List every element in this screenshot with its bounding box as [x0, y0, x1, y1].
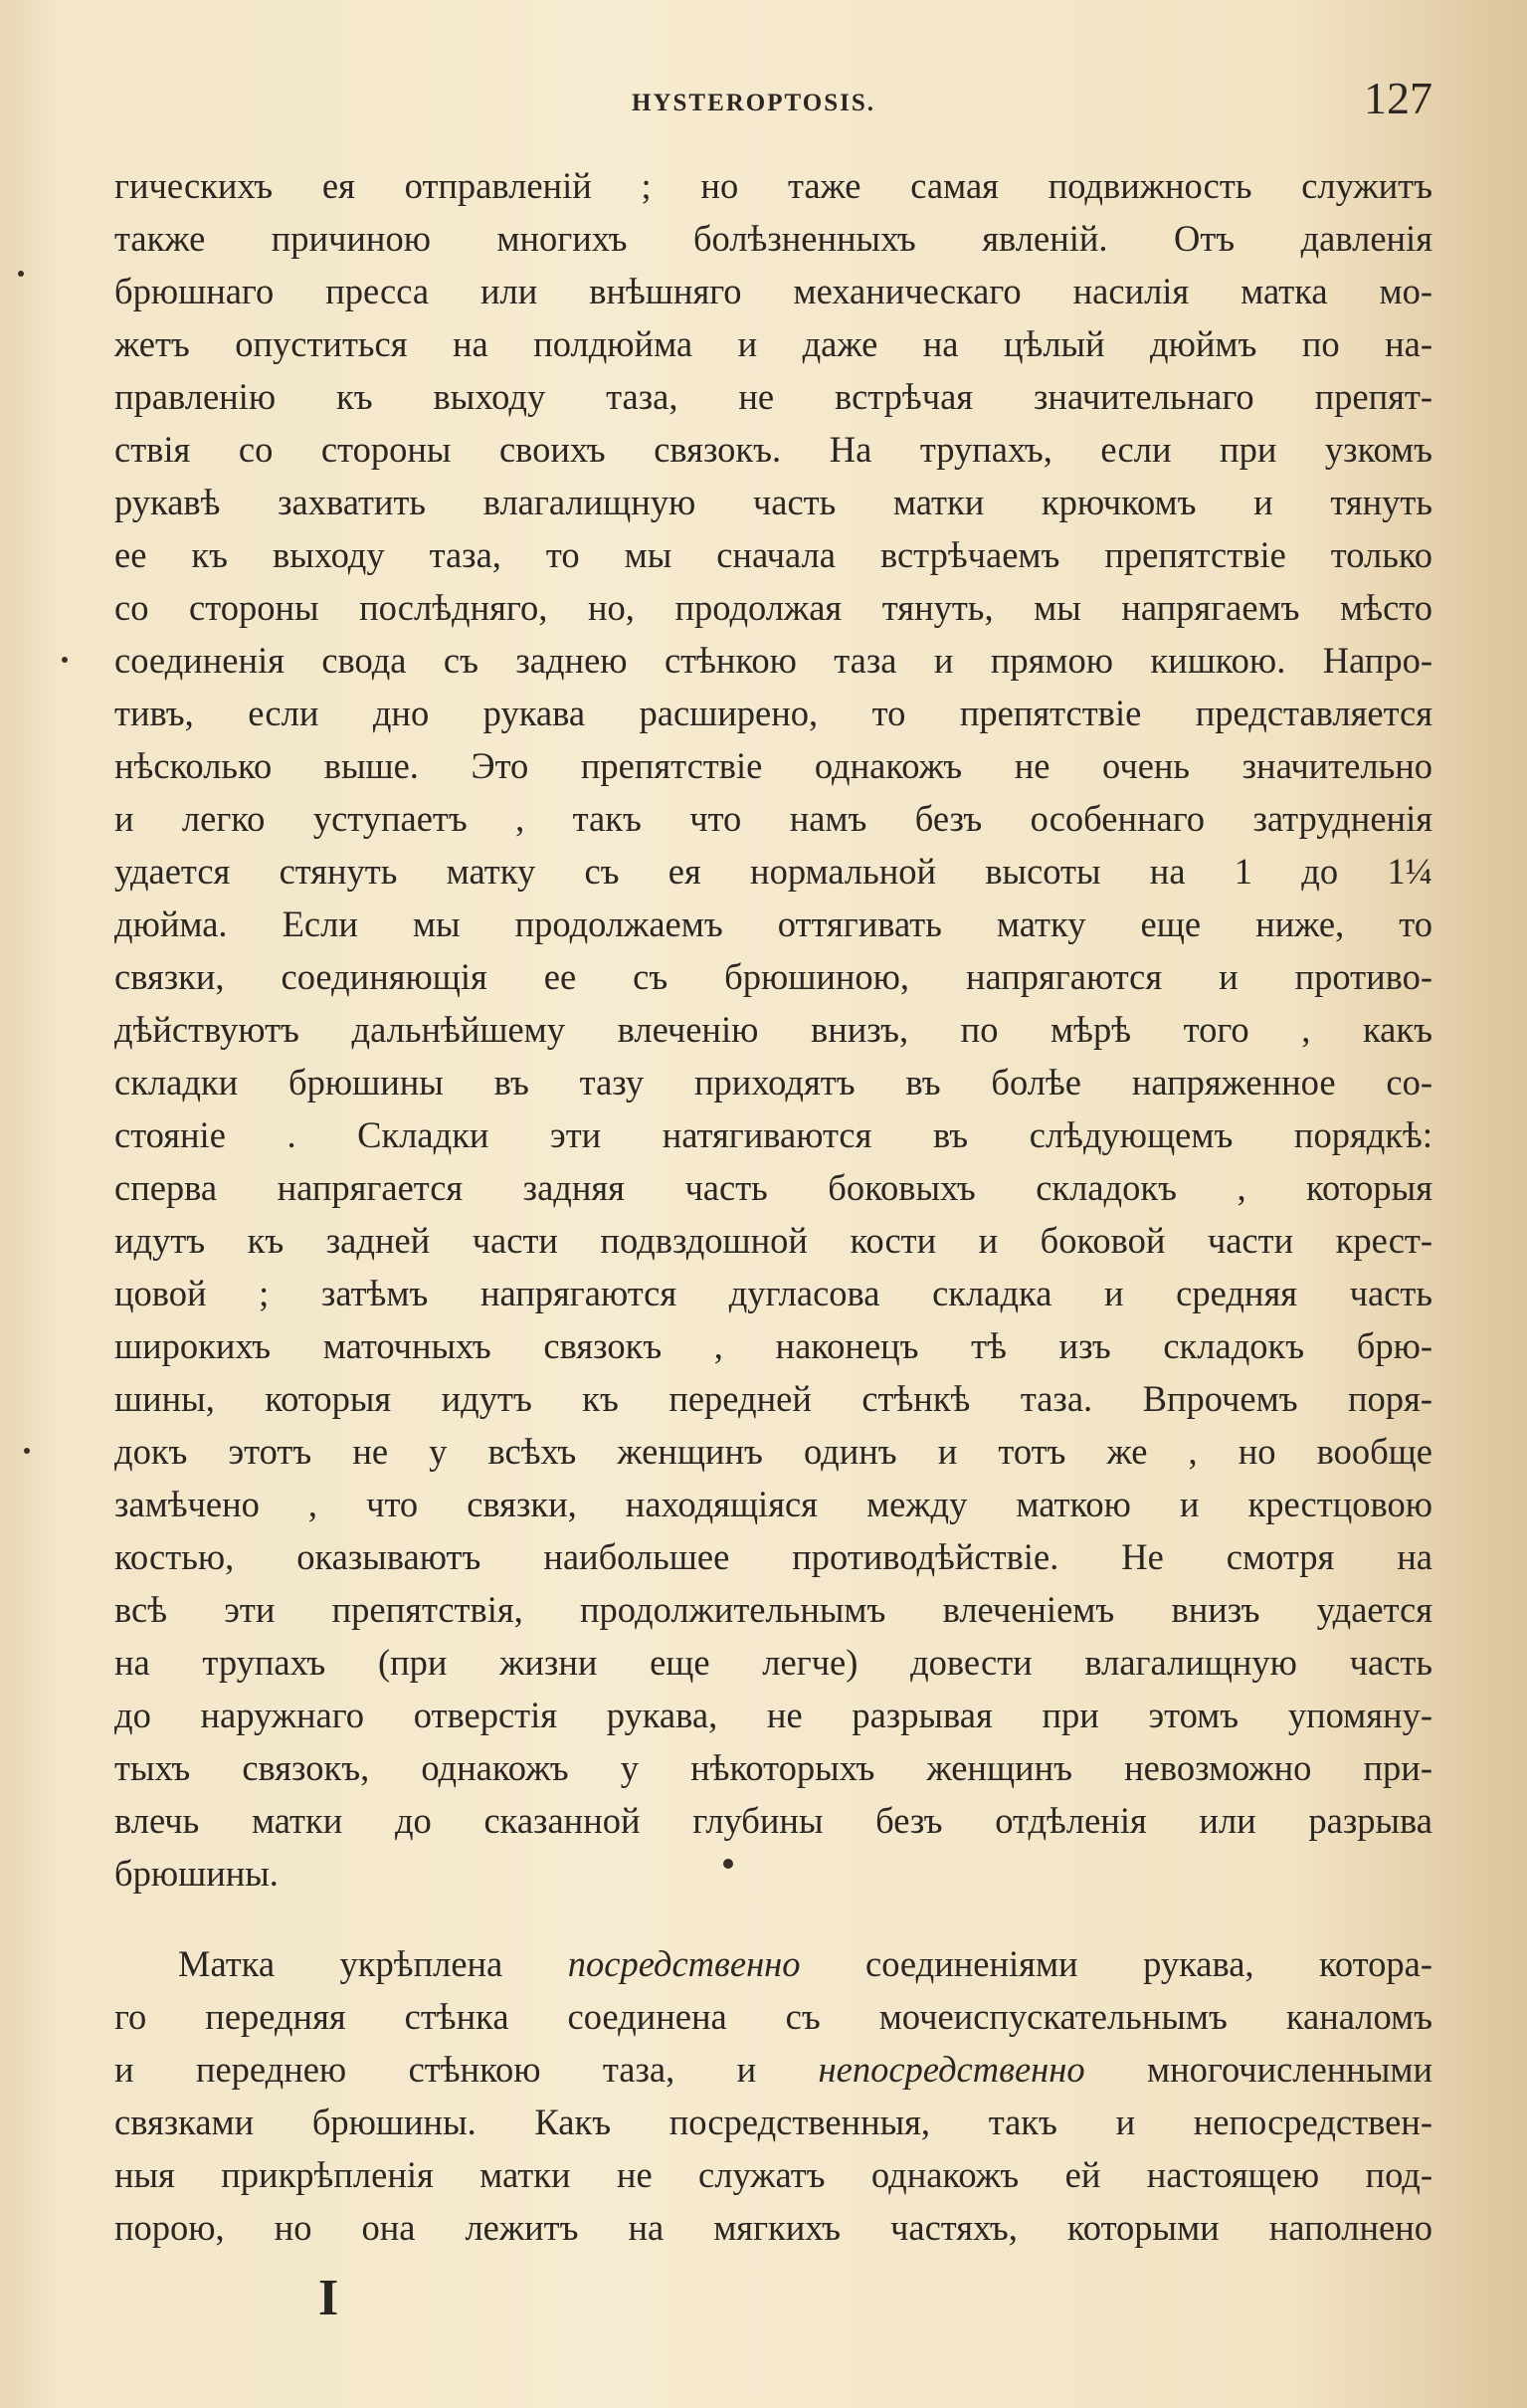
- text-line: шины, которыя идутъ къ передней стѣнкѣ таза. Впрочемъ поря-: [114, 1378, 1432, 1419]
- paragraph-2: [114, 1937, 1432, 2254]
- ink-speck: [18, 271, 24, 277]
- text-line: ее къ выходу таза, то мы сначала встрѣчаемъ препятствіе только: [114, 534, 1432, 575]
- text-line: костью, оказываютъ наибольшее противодѣйствіе. Не смотря на: [114, 1536, 1432, 1577]
- text-line: влечь матки до сказанной глубины безъ отдѣленія или разрыва: [114, 1800, 1432, 1841]
- text-line: идутъ къ задней части подвздошной кости и боковой части крест-: [114, 1220, 1432, 1261]
- emphasis-term: посредственно: [567, 1943, 801, 1984]
- page-header: [114, 72, 1432, 131]
- text-line: тивъ, если дно рукава расширено, то препятствіе представляется: [114, 693, 1432, 733]
- text-line: [114, 1937, 1432, 1990]
- body-text: [114, 159, 1432, 2254]
- text-line: соединенія свода съ заднею стѣнкою таза и прямою кишкою. Напро-: [114, 640, 1432, 681]
- text-line: на трупахъ (при жизни еще легче) довести влагалищную часть: [114, 1642, 1432, 1683]
- text-line: нѣсколько выше. Это препятствіе однакожъ не очень значительно: [114, 745, 1432, 786]
- ink-speck: [24, 1448, 30, 1454]
- text-line: сперва напрягается задняя часть боковыхъ складокъ , которыя: [114, 1167, 1432, 1208]
- paragraph-1: [114, 159, 1432, 1900]
- text-line: правленію къ выходу таза, не встрѣчая значительнаго препят-: [114, 376, 1432, 417]
- ink-speck: [723, 1859, 733, 1869]
- text-line: дюйма. Если мы продолжаемъ оттягивать матку еще ниже, то: [114, 903, 1432, 944]
- paragraph-gap: [114, 1900, 1432, 1937]
- footer-mark: I: [318, 2270, 339, 2326]
- text-line: до наружнаго отверстія рукава, не разрывая при этомъ упомяну-: [114, 1695, 1432, 1735]
- text-line: дѣйствуютъ дальнѣйшему влеченію внизъ, по мѣрѣ того , какъ: [114, 1009, 1432, 1050]
- text-line: широкихъ маточныхъ связокъ , наконецъ тѣ изъ складокъ брю-: [114, 1325, 1432, 1366]
- emphasis-term: непосредственно: [818, 2049, 1085, 2090]
- text-line: связки, соединяющія ее съ брюшиною, напрягаются и противо-: [114, 956, 1432, 997]
- text-line: ствія со стороны своихъ связокъ. На трупахъ, если при узкомъ: [114, 429, 1432, 470]
- text-run: соединеніями рукава, котора-: [800, 1943, 1433, 1984]
- text-line: тыхъ связокъ, однакожъ у нѣкоторыхъ женщинъ невозможно при-: [114, 1747, 1432, 1788]
- text-line: и легко уступаетъ , такъ что намъ безъ особеннаго затрудненія: [114, 798, 1432, 839]
- text-line: ныя прикрѣпленія матки не служатъ однакожъ ей настоящею под-: [114, 2154, 1432, 2195]
- text-line: цовой ; затѣмъ напрягаются дугласова складка и средняя часть: [114, 1273, 1432, 1313]
- text-line: брюшины.: [114, 1853, 279, 1894]
- text-line: стояніе . Складки эти натягиваются въ слѣдующемъ порядкѣ:: [114, 1114, 1432, 1155]
- text-line: всѣ эти препятствія, продолжительнымъ влеченіемъ внизъ удается: [114, 1589, 1432, 1630]
- text-line: складки брюшины въ тазу приходятъ въ болѣе напряженное со-: [114, 1062, 1432, 1103]
- text-run: Матка укрѣплена: [178, 1943, 568, 1984]
- running-title: HYSTEROPTOSIS.: [632, 90, 875, 116]
- text-run: и переднею стѣнкою таза, и: [114, 2049, 819, 2090]
- ink-speck: [62, 657, 68, 663]
- text-line: рукавѣ захватить влагалищную часть матки крючкомъ и тянуть: [114, 482, 1432, 522]
- text-line: жетъ опуститься на полдюйма и даже на цѣлый дюймъ по на-: [114, 323, 1432, 364]
- text-line: брюшнаго пресса или внѣшняго механическаго насилія матка мо-: [114, 271, 1432, 311]
- text-line: [114, 2043, 1432, 2096]
- page-number: 127: [1364, 73, 1432, 123]
- text-line: гическихъ ея отправленій ; но таже самая подвижность служитъ: [114, 165, 1432, 206]
- text-line: порою, но она лежитъ на мягкихъ частяхъ, которыми наполнено: [114, 2207, 1432, 2248]
- text-line: го передняя стѣнка соединена съ мочеиспускательнымъ каналомъ: [114, 1996, 1432, 2037]
- text-line: докъ этотъ не у всѣхъ женщинъ одинъ и тотъ же , но вообще: [114, 1431, 1432, 1472]
- text-line: также причиною многихъ болѣзненныхъ явленій. Отъ давленія: [114, 218, 1432, 259]
- text-line: удается стянуть матку съ ея нормальной высоты на 1 до 1¼: [114, 851, 1432, 892]
- text-run: многочисленными: [1084, 2049, 1432, 2090]
- text-line: со стороны послѣдняго, но, продолжая тянуть, мы напрягаемъ мѣсто: [114, 587, 1432, 628]
- text-line: связками брюшины. Какъ посредственныя, такъ и непосредствен-: [114, 2102, 1432, 2142]
- text-line: замѣчено , что связки, находящіяся между маткою и крестцовою: [114, 1484, 1432, 1524]
